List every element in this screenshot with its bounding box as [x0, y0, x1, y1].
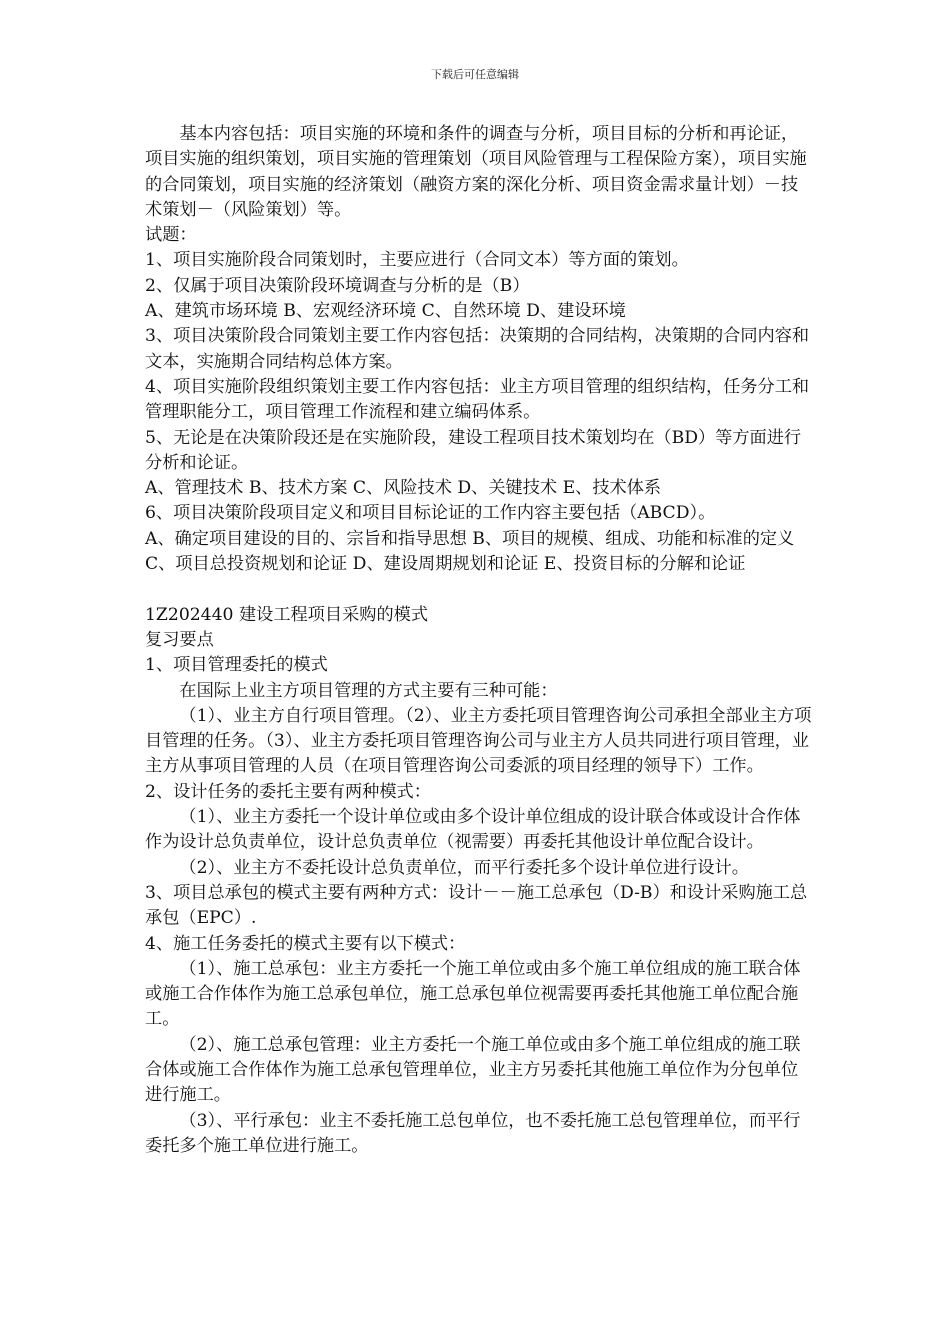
- paragraph: 在国际上业主方项目管理的方式主要有三种可能：: [179, 680, 558, 701]
- paragraph: 4、项目实施阶段组织策划主要工作内容包括：业主方项目管理的组织结构，任务分工和管理职能分工，项目管理工作流程和建立编码体系。: [145, 376, 810, 423]
- paragraph: （3）、平行承包：业主不委托施工总包单位，也不委托施工总包管理单位，而平行委托多个施工单位进行施工。: [145, 1110, 801, 1156]
- paragraph: 2、仅属于项目决策阶段环境调查与分析的是（B）: [145, 275, 530, 296]
- document-body: [145, 122, 815, 1159]
- paragraph: （2）、业主方不委托设计总负责单位，而平行委托多个设计单位进行设计。: [179, 857, 749, 878]
- paragraph: A、建筑市场环境 B、宏观经济环境 C、自然环境 D、建设环境: [145, 301, 626, 322]
- paragraph: （2）、施工总承包管理：业主方委托一个施工单位或由多个施工单位组成的施工联合体或施工合作体作为施工总承包管理单位，业主方另委托其他施工单位作为分包单位进行施工。: [145, 1034, 801, 1106]
- paragraph: 5、无论是在决策阶段还是在实施阶段，建设工程项目技术策划均在（BD）等方面进行分析和论证。: [145, 427, 802, 473]
- paragraph: （1）、业主方委托一个设计单位或由多个设计单位组成的设计联合体或设计合作体作为设计总负责单位，设计总负责单位（视需要）再委托其他设计单位配合设计。: [145, 807, 801, 853]
- paragraph: A、管理技术 B、技术方案 C、风险技术 D、关键技术 E、技术体系: [145, 478, 662, 499]
- paragraph: （1）、业主方自行项目管理。（2）、业主方委托项目管理咨询公司承担全部业主方项目管理的任务。（3）、业主方委托项目管理咨询公司与业主方人员共同进行项目管理，业主方从事项目管理的人员（在项目管理咨询公司委派的项目经理的领导下）工作。: [145, 705, 812, 777]
- paragraph: 3、项目决策阶段合同策划主要工作内容包括：决策期的合同结构，决策期的合同内容和文本，实施期合同结构总体方案。: [145, 326, 810, 372]
- paragraph: 2、设计任务的委托主要有两种模式：: [145, 781, 431, 802]
- paragraph: 6、项目决策阶段项目定义和项目目标论证的工作内容主要包括（ABCD）。: [145, 503, 716, 524]
- paragraph: 4、施工任务委托的模式主要有以下模式：: [145, 933, 466, 954]
- paragraph: 复习要点: [145, 629, 214, 650]
- paragraph: 1、项目管理委托的模式: [145, 655, 328, 676]
- paragraph: 1、项目实施阶段合同策划时，主要应进行（合同文本）等方面的策划。: [145, 250, 689, 271]
- paragraph: C、项目总投资规划和论证 D、建设周期规划和论证 E、投资目标的分解和论证: [145, 554, 746, 575]
- paragraph: 试题：: [145, 225, 197, 246]
- blank-line: [145, 577, 815, 602]
- paragraph: 3、项目总承包的模式主要有两种方式：设计－－施工总承包（D-B）和设计采购施工总承包（EPC）.: [145, 882, 808, 929]
- paragraph: （1）、施工总承包：业主方委托一个施工单位或由多个施工单位组成的施工联合体或施工合作体作为施工总承包单位，施工总承包单位视需要再委托其他施工单位配合施工。: [145, 958, 801, 1030]
- paragraph: A、确定项目建设的目的、宗旨和指导思想 B、项目的规模、组成、功能和标准的定义: [145, 528, 795, 549]
- page-header: 下载后可任意编辑: [431, 68, 519, 81]
- paragraph: 基本内容包括：项目实施的环境和条件的调查与分析，项目目标的分析和再论证，项目实施的组织策划，项目实施的管理策划（项目风险管理与工程保险方案），项目实施的合同策划，项目实施的经济策划（融资方案的深化分析、项目资金需求量计划）－技术策划－（风险策划）等。: [145, 124, 807, 220]
- paragraph: 1Z202440 建设工程项目采购的模式: [145, 604, 429, 625]
